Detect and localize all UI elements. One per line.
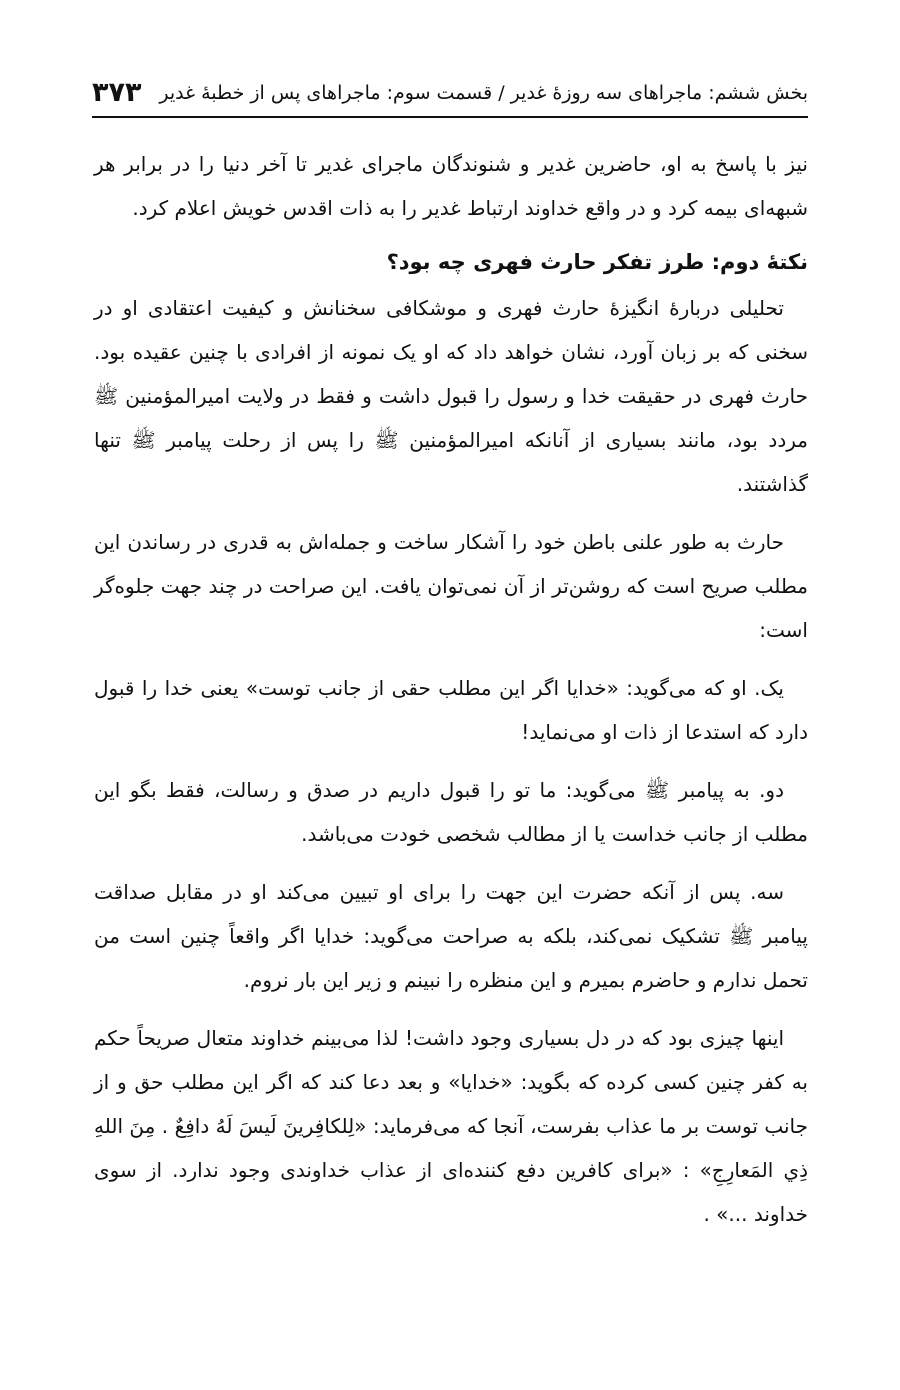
header-divider (92, 116, 808, 118)
paragraph-analysis: تحلیلی دربارهٔ انگیزهٔ حارث فهری و موشکافی سخنانش و کیفیت اعتقادی او در سخنی که بر زبان آورد، نشان خواهد داد که او یک نمونه از افرادی با چنین عقیده بود. حارث فهری در حقیقت خدا و رسول را قبول داشت و فقط در ولایت امیرالمؤمنین ﷺ مردد بود، مانند بسیاری از آنانکه امیرالمؤمنین ﷺ را پس از رحلت پیامبر ﷺ تنها گذاشتند. (94, 296, 808, 496)
section-heading: نکتهٔ دوم: طرز تفکر حارث فهری چه بود؟ (386, 250, 808, 274)
paragraph-point-two: دو. به پیامبر ﷺ می‌گوید: ما تو را قبول داریم در صدق و رسالت، فقط بگو این مطلب از جانب خداست یا از مطالب شخصی خودت می‌باشد. (94, 778, 808, 846)
paragraph-explicitness: حارث به طور علنی باطن خود را آشکار ساخت و جمله‌اش به قدری در رساندن این مطلب صریح است که روشن‌تر از آن نمی‌توان یافت. این صراحت در چند جهت جلوه‌گر است: (94, 530, 808, 642)
paragraph-intro: نیز با پاسخ به او، حاضرین غدیر و شنوندگان ماجرای غدیر تا آخر دنیا را در برابر هر شبهه‌ای بیمه کرد و در واقع خداوند ارتباط غدیر را به ذات اقدس خویش اعلام کرد. (94, 152, 808, 220)
page-number: ۳۷۳ (92, 77, 142, 108)
paragraph-point-one: یک. او که می‌گوید: «خدایا اگر این مطلب حقی از جانب توست» یعنی خدا را قبول دارد که استدعا از ذات او می‌نماید! (94, 676, 808, 744)
running-header-title: بخش ششم: ماجراهای سه روزهٔ غدیر / قسمت سوم: ماجراهای پس از خطبهٔ غدیر (159, 82, 808, 104)
running-header (92, 62, 808, 112)
paragraph-conclusion: اینها چیزی بود که در دل بسیاری وجود داشت! لذا می‌بینم خداوند متعال صریحاً حکم به کفر چنین کسی کرده که بگوید: «خدایا» و بعد دعا کند که اگر این مطلب حق و از جانب توست بر ما عذاب بفرست، آنجا که می‌فرماید: «لِلكافِرينَ لَيسَ لَهُ دافِعٌ . مِنَ اللهِ ذِي المَعارِجِ» : «برای کافرین دفع کننده‌ای از عذاب خداوندی وجود ندارد. از سوی خداوند ...» . (94, 1026, 808, 1226)
paragraph-point-three: سه. پس از آنکه حضرت این جهت را برای او تبیین می‌کند او در مقابل صداقت پیامبر ﷺ تشکیک نمی‌کند، بلکه به صراحت می‌گوید: خدایا اگر واقعاً چنین است من تحمل ندارم و حاضرم بمیرم و این منظره را نبینم و زیر این بار نروم. (94, 880, 808, 992)
page-body (94, 142, 808, 1236)
